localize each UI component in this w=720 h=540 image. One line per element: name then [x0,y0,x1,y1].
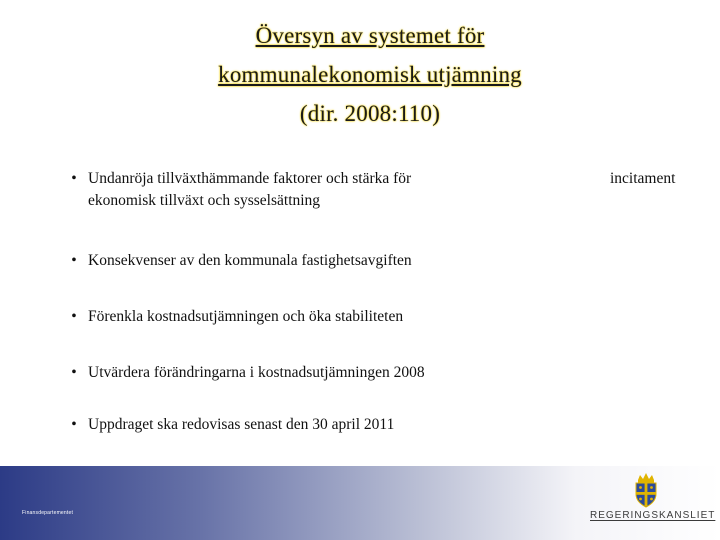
slide-title-line-1: Översyn av systemet för [255,23,485,48]
crown-crest-icon [630,472,662,508]
bullet-dot-icon: • [71,308,77,325]
regeringskansliet-logo [590,472,716,532]
bullet-dot-icon: • [71,364,77,381]
bullet-text: Uppdraget ska redovisas senast den 30 april 2011 [88,416,395,433]
logo-text: REGERINGSKANSLIET [590,510,716,521]
bullet-text-extra: incitament [610,170,676,187]
bullet-dot-icon: • [71,416,77,433]
bullet-dot-icon: • [71,170,77,187]
slide-title-line-3: (dir. 2008:110) [299,101,441,126]
bullet-dot-icon: • [71,252,77,269]
bullet-text: Konsekvenser av den kommunala fastighetsavgiften [88,252,412,269]
bullet-text: Förenkla kostnadsutjämningen och öka stabiliteten [88,308,404,325]
department-label: Finansdepartementet [22,510,74,516]
bullet-text: Utvärdera förändringarna i kostnadsutjämningen 2008 [88,364,425,381]
slide-title-line-2: kommunalekonomisk utjämning [218,62,522,87]
bullet-text: Undanröja tillväxthämmande faktorer och stärka för ekonomisk tillväxt och sysselsättning [88,170,412,209]
